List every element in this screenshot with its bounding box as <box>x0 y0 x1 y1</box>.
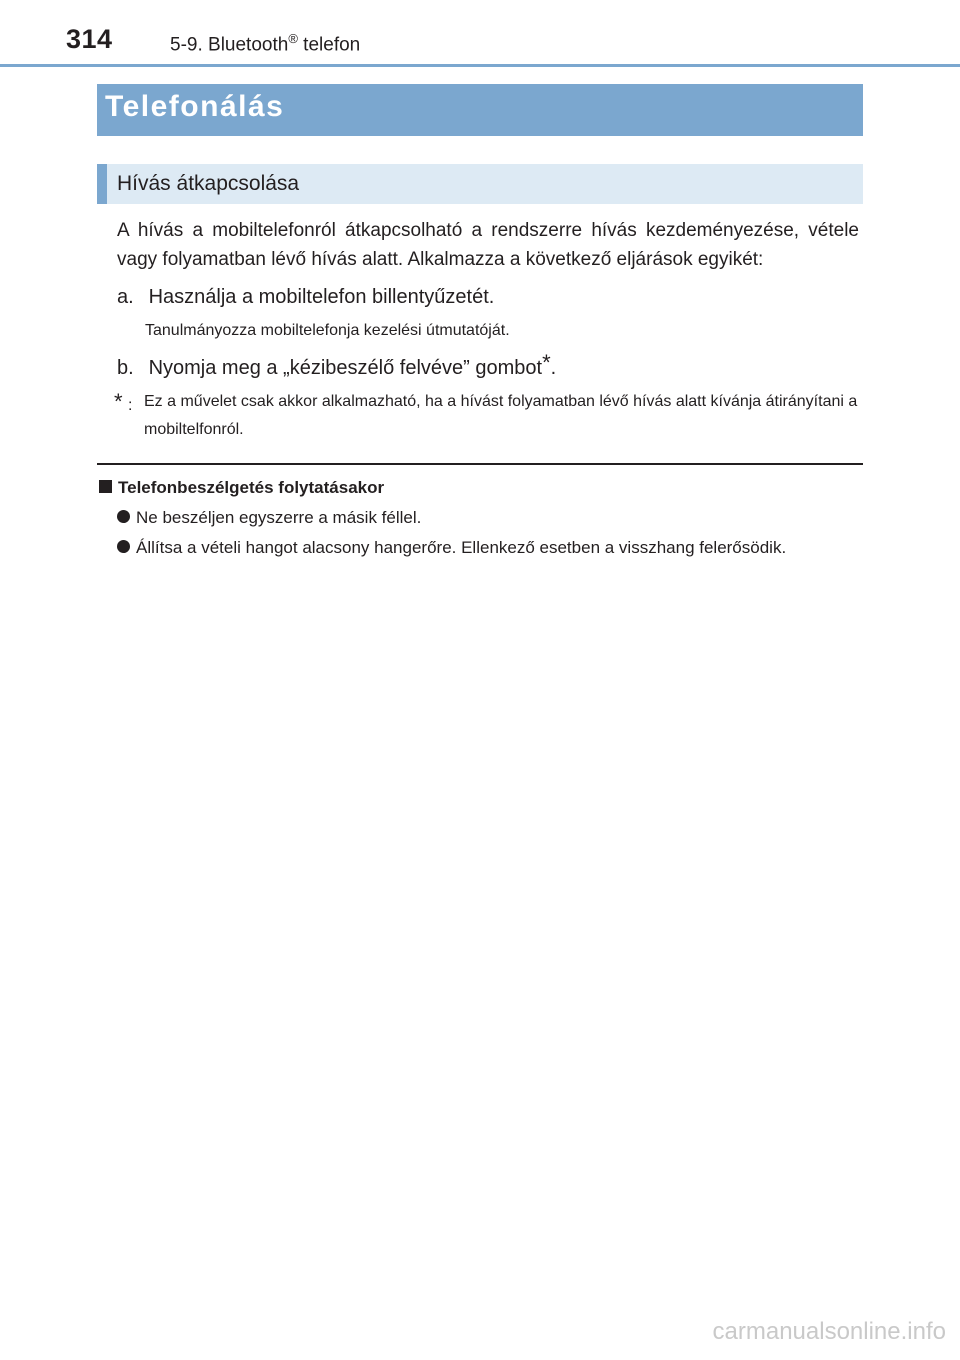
option-a-text: Használja a mobiltelefon billentyűzetét. <box>148 286 495 308</box>
subtitle-bar <box>97 164 863 204</box>
subtitle: Hívás átkapcsolása <box>117 172 300 195</box>
watermark: carmanualsonline.info <box>712 1318 946 1345</box>
option-b <box>117 350 557 380</box>
bullet-text: Állítsa a vételi hangot alacsony hangerőre. Ellenkező esetben a visszhang felerősödik. <box>136 538 787 557</box>
page-title: Telefonálás <box>105 90 285 123</box>
footnote <box>114 388 860 444</box>
list-item <box>117 508 421 528</box>
topic-title: Telefonbeszélgetés folytatásakor <box>118 478 385 497</box>
page-header <box>0 0 960 68</box>
section-name-tail: telefon <box>297 34 361 56</box>
option-b-label: b. <box>117 357 134 379</box>
bullet-text: Ne beszéljen egyszerre a másik féllel. <box>136 508 422 527</box>
option-b-text: Nyomja meg a „kézibeszélő felvéve” gombot <box>148 357 543 379</box>
option-a <box>117 286 494 309</box>
list-item <box>117 538 786 558</box>
circle-bullet-icon <box>117 540 130 553</box>
option-a-note: Tanulmányozza mobiltelefonja kezelési útmutatóját. <box>145 322 510 339</box>
section-divider <box>97 463 863 465</box>
title-bar <box>97 84 863 136</box>
section-reference <box>170 31 360 56</box>
subtitle-accent <box>97 164 107 204</box>
topic-heading <box>99 478 384 498</box>
option-a-label: a. <box>117 286 134 308</box>
square-bullet-icon <box>99 480 112 493</box>
registered-mark: ® <box>288 31 298 46</box>
header-rule <box>0 64 960 67</box>
page-number: 314 <box>66 24 113 54</box>
section-name: 5-9. Bluetooth <box>170 34 289 56</box>
footnote-mark: * <box>114 389 123 414</box>
footnote-colon: : <box>128 397 133 414</box>
footnote-marker: * <box>542 350 551 375</box>
intro-paragraph: A hívás a mobiltelefonról átkapcsolható a rendszerre hívás kezdeményezése, vétele vagy folyamatban lévő hívás alatt. Alkalmazza a következő eljárások egyikét: <box>117 220 859 270</box>
footnote-text: Ez a művelet csak akkor alkalmazható, ha a hívást folyamatban lévő hívás alatt kívánja átirányítani a mobiltelfonról. <box>144 393 858 438</box>
circle-bullet-icon <box>117 510 130 523</box>
option-b-end: . <box>550 357 557 379</box>
